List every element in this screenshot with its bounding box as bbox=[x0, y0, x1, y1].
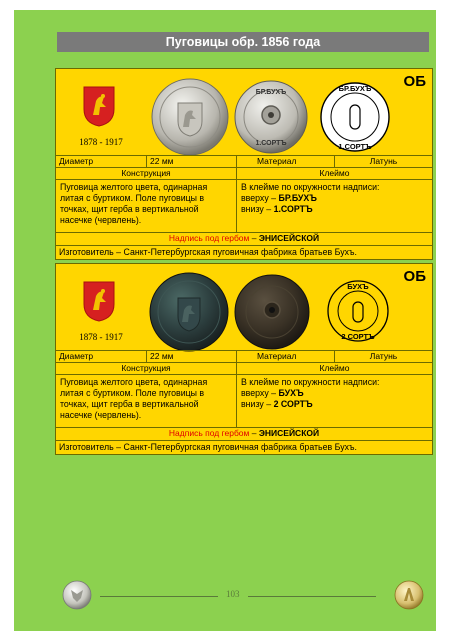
inscription-text: Надпись под гербом – ЭНИСЕЙСКОЙ bbox=[168, 233, 320, 243]
manufacturer-text: Изготовитель – Санкт-Петербургская пуговичная фабрика братьев Бухъ. bbox=[59, 247, 357, 257]
stamp-drawing-top: БУХЪ bbox=[347, 282, 369, 291]
ob-badge: ОБ bbox=[403, 268, 426, 285]
description-row bbox=[56, 179, 432, 232]
page-number: 103 bbox=[226, 589, 240, 599]
inscription-value: ЭНИСЕЙСКОЙ bbox=[258, 233, 320, 243]
eagle-medal-icon bbox=[62, 580, 92, 610]
construction-label: Конструкция bbox=[121, 168, 171, 178]
stamp-drawing-bottom: 2 СОРТЪ bbox=[341, 332, 375, 341]
description-text: Пуговица желтого цвета, одинарная литая с буртиком. Поле пуговицы в точках, щит герба в вертикальной насечке (червлень). bbox=[60, 377, 208, 420]
mark-bottom-value: 2 СОРТЪ bbox=[273, 399, 313, 409]
footer-rule-right bbox=[248, 596, 376, 597]
mark-top-label: вверху – bbox=[241, 193, 279, 203]
mark-bottom-label: внизу – bbox=[241, 204, 274, 214]
coat-of-arms-icon bbox=[82, 280, 116, 322]
diameter-value: 22 мм bbox=[146, 156, 236, 167]
page-title: Пуговицы обр. 1856 года bbox=[57, 32, 429, 52]
manufacturer-text: Изготовитель – Санкт-Петербургская пуговичная фабрика братьев Бухъ. bbox=[59, 442, 357, 452]
specs-row bbox=[56, 155, 432, 167]
stamp-drawing bbox=[326, 278, 390, 344]
inscription-row bbox=[56, 427, 432, 440]
stamp-drawing-top: БР.БУХЪ bbox=[338, 84, 372, 93]
diameter-label: Диаметр bbox=[59, 156, 94, 166]
back-stamp-top: БР.БУХЪ bbox=[255, 89, 287, 96]
years-label: 1878 - 1917 bbox=[79, 137, 123, 147]
inscription-value: ЭНИСЕЙСКОЙ bbox=[258, 428, 320, 438]
years-label: 1878 - 1917 bbox=[79, 332, 123, 342]
mark-label: Клеймо bbox=[236, 168, 432, 179]
section-header-row bbox=[56, 362, 432, 374]
description-row bbox=[56, 374, 432, 427]
material-label: Материал bbox=[236, 156, 334, 167]
button-back-image bbox=[233, 77, 309, 157]
diameter-label: Диаметр bbox=[59, 351, 94, 361]
ob-badge: ОБ bbox=[403, 73, 426, 90]
inscription-row bbox=[56, 232, 432, 245]
mark-intro: В клейме по окружности надписи: bbox=[241, 377, 380, 387]
mark-top-value: БУХЪ bbox=[278, 388, 304, 398]
gold-medal-icon bbox=[394, 580, 424, 610]
footer-rule-left bbox=[100, 596, 218, 597]
button-front-image bbox=[150, 77, 230, 157]
button-card-1 bbox=[55, 68, 433, 260]
mark-label: Клеймо bbox=[236, 363, 432, 374]
material-value: Латунь bbox=[334, 156, 432, 167]
description-text: Пуговица желтого цвета, одинарная литая с буртиком. Поле пуговицы в точках, щит герба в вертикальной насечке (червлень). bbox=[60, 182, 208, 225]
button-card-2 bbox=[55, 263, 433, 455]
mark-intro: В клейме по окружности надписи: bbox=[241, 182, 380, 192]
diameter-value: 22 мм bbox=[146, 351, 236, 362]
specs-row bbox=[56, 350, 432, 362]
button-front-image bbox=[148, 271, 230, 353]
inscription-label: Надпись под гербом bbox=[168, 233, 250, 243]
construction-label: Конструкция bbox=[121, 363, 171, 373]
mark-top-value: БР.БУХЪ bbox=[278, 193, 317, 203]
material-value: Латунь bbox=[334, 351, 432, 362]
coat-of-arms-icon bbox=[82, 85, 116, 127]
mark-bottom-label: внизу – bbox=[241, 399, 274, 409]
inscription-label: Надпись под гербом bbox=[168, 428, 250, 438]
mark-bottom-value: 1.СОРТЪ bbox=[273, 204, 313, 214]
manufacturer-row bbox=[56, 245, 432, 259]
button-back-image bbox=[233, 271, 311, 353]
manufacturer-row bbox=[56, 440, 432, 454]
mark-top-label: вверху – bbox=[241, 388, 279, 398]
back-stamp-bottom: 1.СОРТЪ bbox=[255, 140, 287, 147]
stamp-drawing-bottom: 1.СОРТЪ bbox=[338, 142, 372, 151]
section-header-row bbox=[56, 167, 432, 179]
material-label: Материал bbox=[236, 351, 334, 362]
mark-text bbox=[236, 375, 432, 427]
inscription-text: Надпись под гербом – ЭНИСЕЙСКОЙ bbox=[168, 428, 320, 438]
mark-text bbox=[236, 180, 432, 232]
stamp-drawing bbox=[319, 79, 391, 155]
